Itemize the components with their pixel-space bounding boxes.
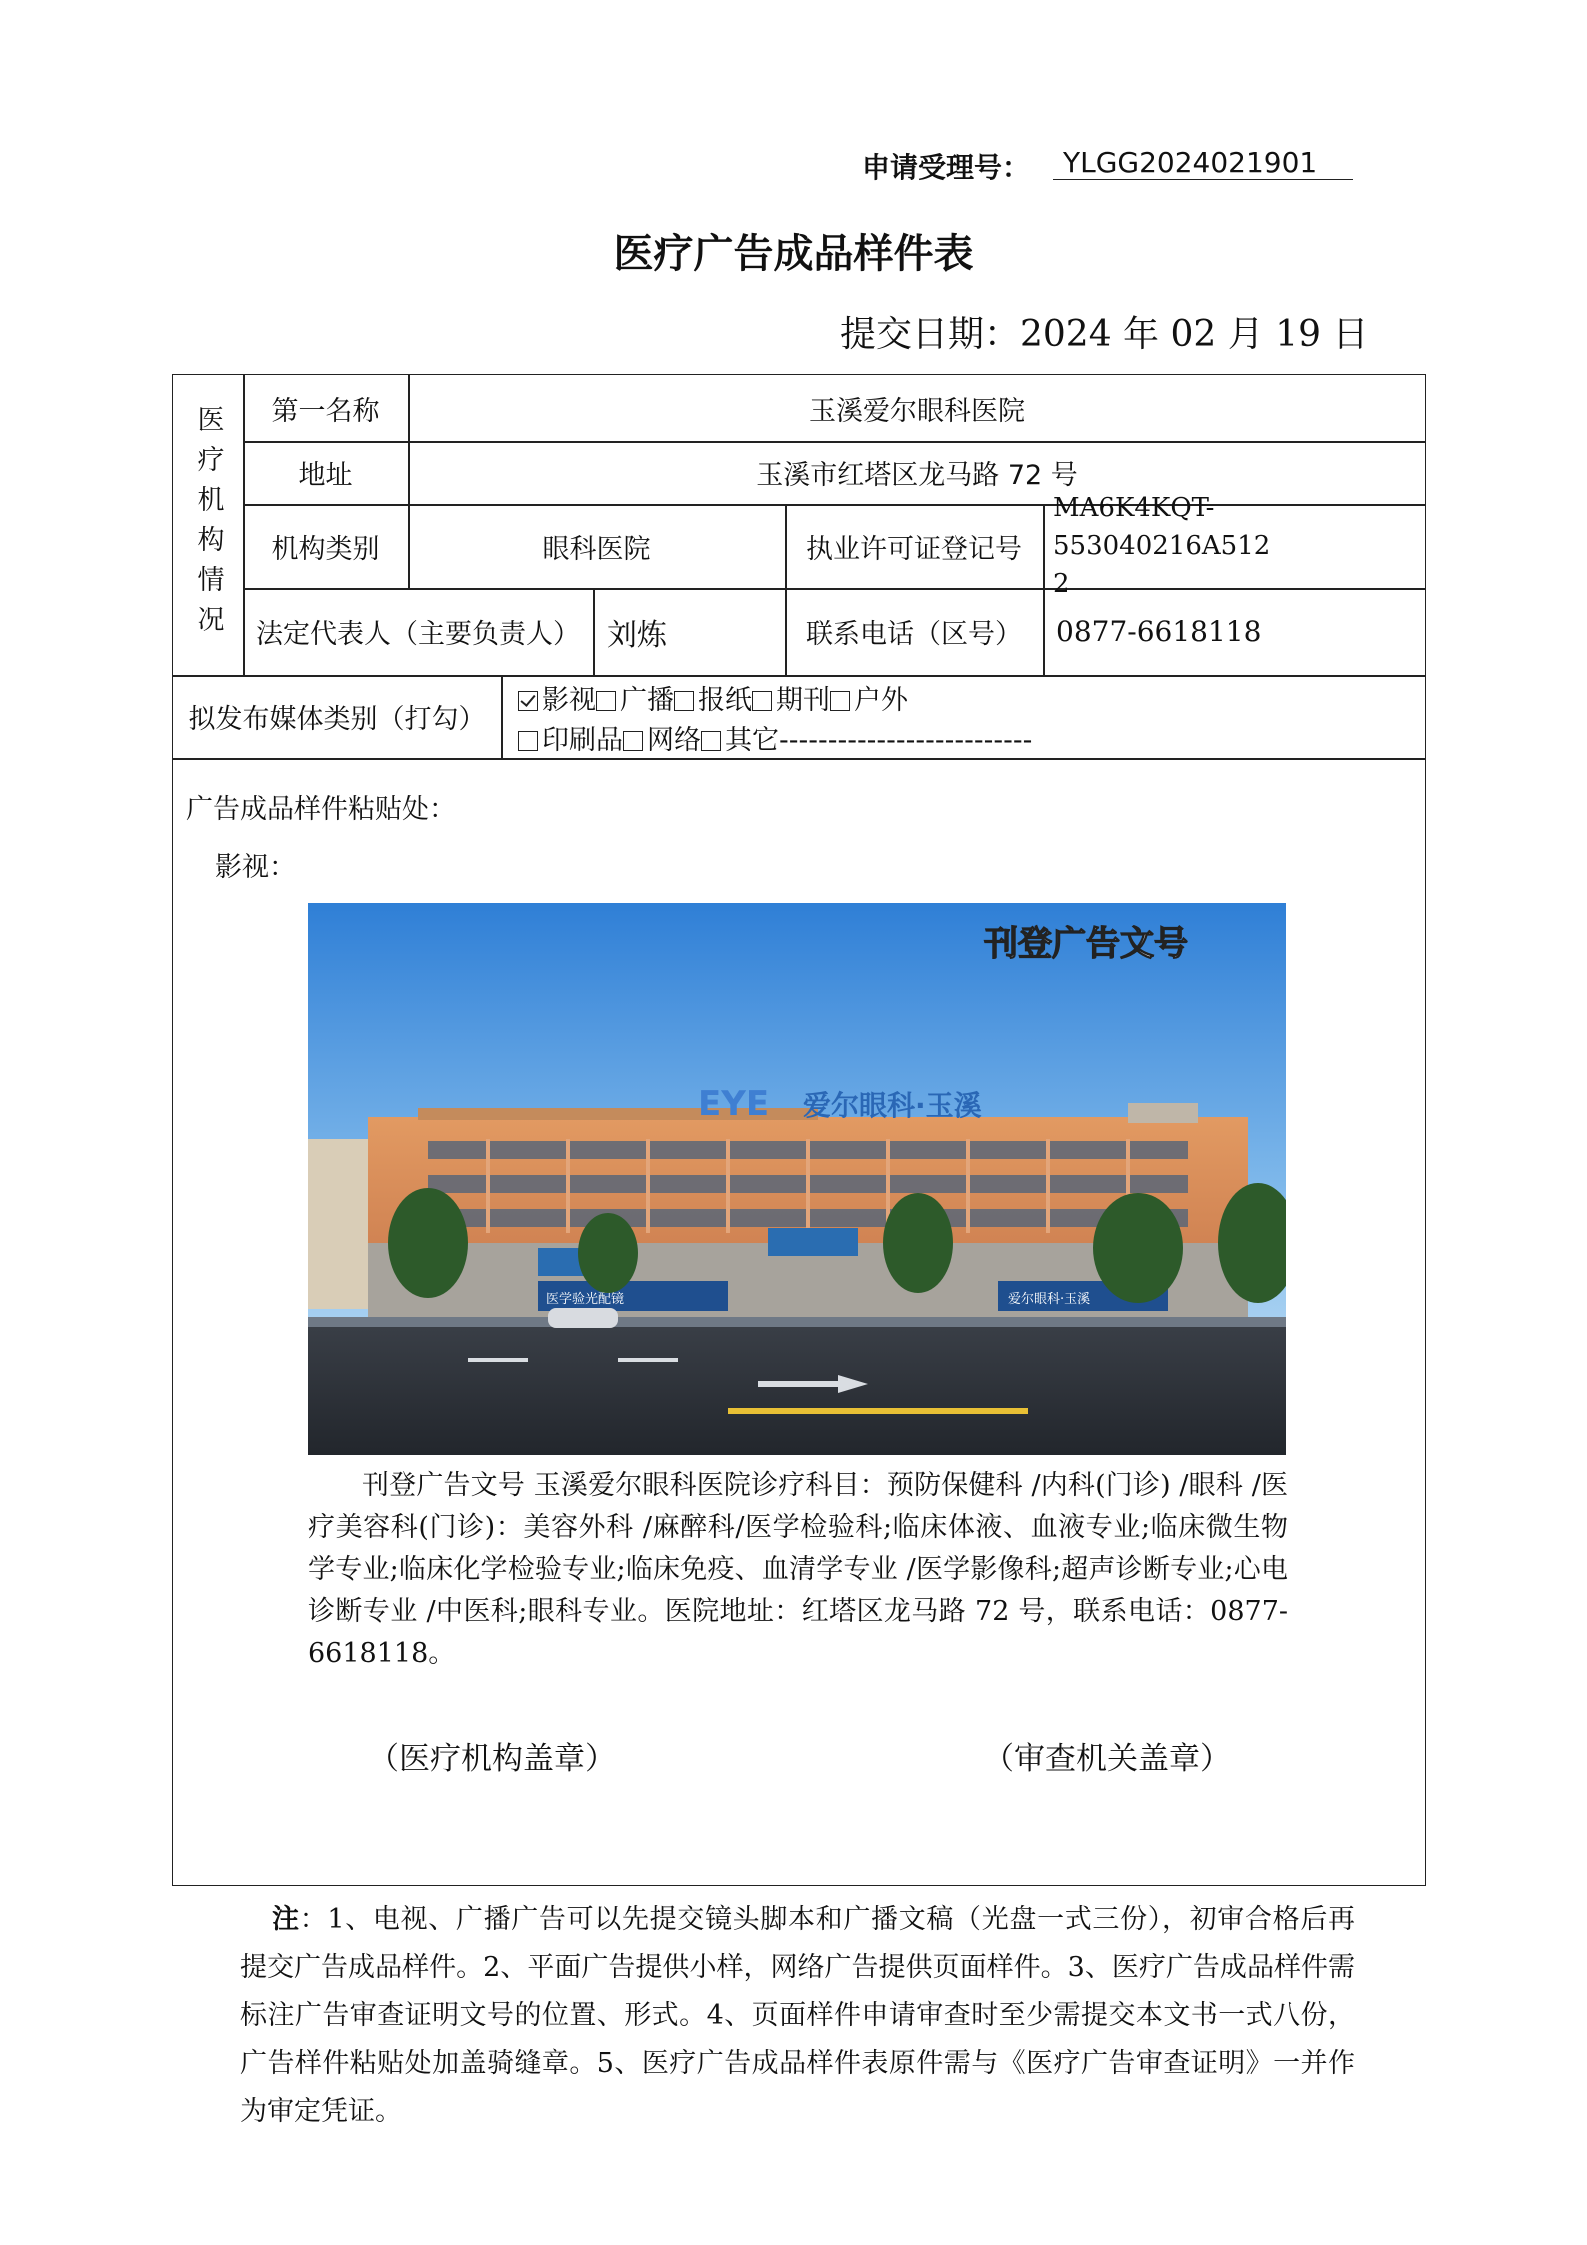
media-option-label: 期刊 — [776, 685, 830, 716]
media-line1-option-1[interactable] — [596, 685, 674, 716]
media-line1-option-4[interactable] — [830, 685, 908, 716]
ad-copy-text: 刊登广告文号 玉溪爱尔眼科医院诊疗科目：预防保健科 /内科(门诊) /眼科 /医疗美容科(门诊)：美容外科 /麻醉科/医学检验科;临床体液、血液专业;临床微生物学专业;临床化学检验专业;临床免疫、血清学专业 /医学影像科;超声诊断专业;心电诊断专业 /中医科;眼科专业。医院地址：红塔区龙马路 72 号，联系电话：0877-6618118。 — [308, 1470, 1288, 1669]
media-label: 拟发布媒体类别（打勾） — [188, 704, 486, 735]
type-label: 机构类别 — [271, 533, 380, 565]
phone-value: 0877-6618118 — [1056, 615, 1262, 648]
checkbox-icon[interactable] — [623, 731, 643, 751]
photo-storefront-1: 医学验光配镜 — [546, 1292, 625, 1307]
application-no-value: YLGG2024021901 — [1053, 146, 1353, 180]
rep-value: 刘炼 — [607, 617, 667, 653]
media-option-label: 户外 — [854, 685, 908, 716]
checkbox-icon[interactable] — [830, 691, 850, 711]
checkbox-icon[interactable] — [674, 691, 694, 711]
submit-date: 提交日期：2024 年 02 月 19 日 — [840, 314, 1369, 355]
license-label: 执业许可证登记号 — [806, 533, 1022, 565]
license-value — [1053, 493, 1426, 599]
sample-area-label: 广告成品样件粘贴处： — [186, 794, 456, 825]
notes-label: 注 — [272, 1904, 300, 1935]
photo-storefront-2: 爱尔眼科·玉溪 — [1008, 1292, 1091, 1307]
media-option-label: 网络 — [647, 725, 701, 756]
media-options-line2 — [518, 718, 1032, 757]
photo-sign-text: 爱尔眼科·玉溪 — [803, 1089, 982, 1122]
media-option-label: 印刷品 — [542, 725, 623, 756]
photo-sign-eye: EYE — [698, 1084, 770, 1124]
application-no-label: 申请受理号： — [862, 151, 1031, 184]
checkbox-icon[interactable] — [518, 691, 538, 711]
media-option-label: 广播 — [620, 685, 674, 716]
media-line1-option-0[interactable] — [518, 685, 596, 716]
photo-overlay-caption: 刊登广告文号 — [984, 924, 1188, 964]
notes — [240, 1896, 1355, 2136]
rep-label: 法定代表人（主要负责人） — [256, 619, 580, 650]
org-section-label-text: 医疗机构情况 — [192, 405, 224, 645]
media-line2-option-1[interactable] — [623, 725, 701, 756]
checkbox-icon[interactable] — [596, 691, 616, 711]
name-label: 第一名称 — [271, 395, 380, 427]
seal-org: （医疗机构盖章） — [368, 1741, 616, 1777]
media-option-label: 影视 — [542, 685, 596, 716]
media-line2-option-2[interactable] — [701, 725, 1032, 756]
form-table — [172, 374, 1426, 1886]
page-title: 医疗广告成品样件表 — [613, 231, 974, 277]
ad-sample-photo — [308, 903, 1286, 1455]
checkbox-icon[interactable] — [518, 731, 538, 751]
license-value-line2: 2 — [1053, 569, 1070, 599]
media-line1-option-2[interactable] — [674, 685, 752, 716]
org-section-label — [173, 375, 243, 675]
notes-text: ：1、电视、广播广告可以先提交镜头脚本和广播文稿（光盘一式三份），初审合格后再提交广告成品样件。2、平面广告提供小样，网络广告提供页面样件。3、医疗广告成品样件需标注广告审查证明文号的位置、形式。4、页面样件申请审查时至少需提交本文书一式八份，广告样件粘贴处加盖骑缝章。5、医疗广告成品样件表原件需与《医疗广告审查证明》一并作为审定凭证。 — [240, 1904, 1356, 2127]
name-value: 玉溪爱尔眼科医院 — [809, 395, 1025, 427]
media-option-label: 报纸 — [698, 685, 752, 716]
license-value-line1: MA6K4KQT-553040216A512 — [1053, 493, 1271, 561]
media-options-line1 — [518, 678, 908, 717]
phone-label: 联系电话（区号） — [806, 619, 1022, 650]
checkbox-icon[interactable] — [752, 691, 772, 711]
address-value: 玉溪市红塔区龙马路 72 号 — [756, 460, 1078, 491]
media-line1-option-3[interactable] — [752, 685, 830, 716]
media-line2-option-0[interactable] — [518, 725, 623, 756]
seal-review: （审查机关盖章） — [983, 1741, 1231, 1777]
sample-media-type: 影视： — [215, 852, 296, 883]
type-value: 眼科医院 — [542, 533, 651, 565]
address-label: 地址 — [298, 460, 353, 491]
checkbox-icon[interactable] — [701, 731, 721, 751]
media-option-label: 其它-------------------------- — [725, 725, 1033, 756]
